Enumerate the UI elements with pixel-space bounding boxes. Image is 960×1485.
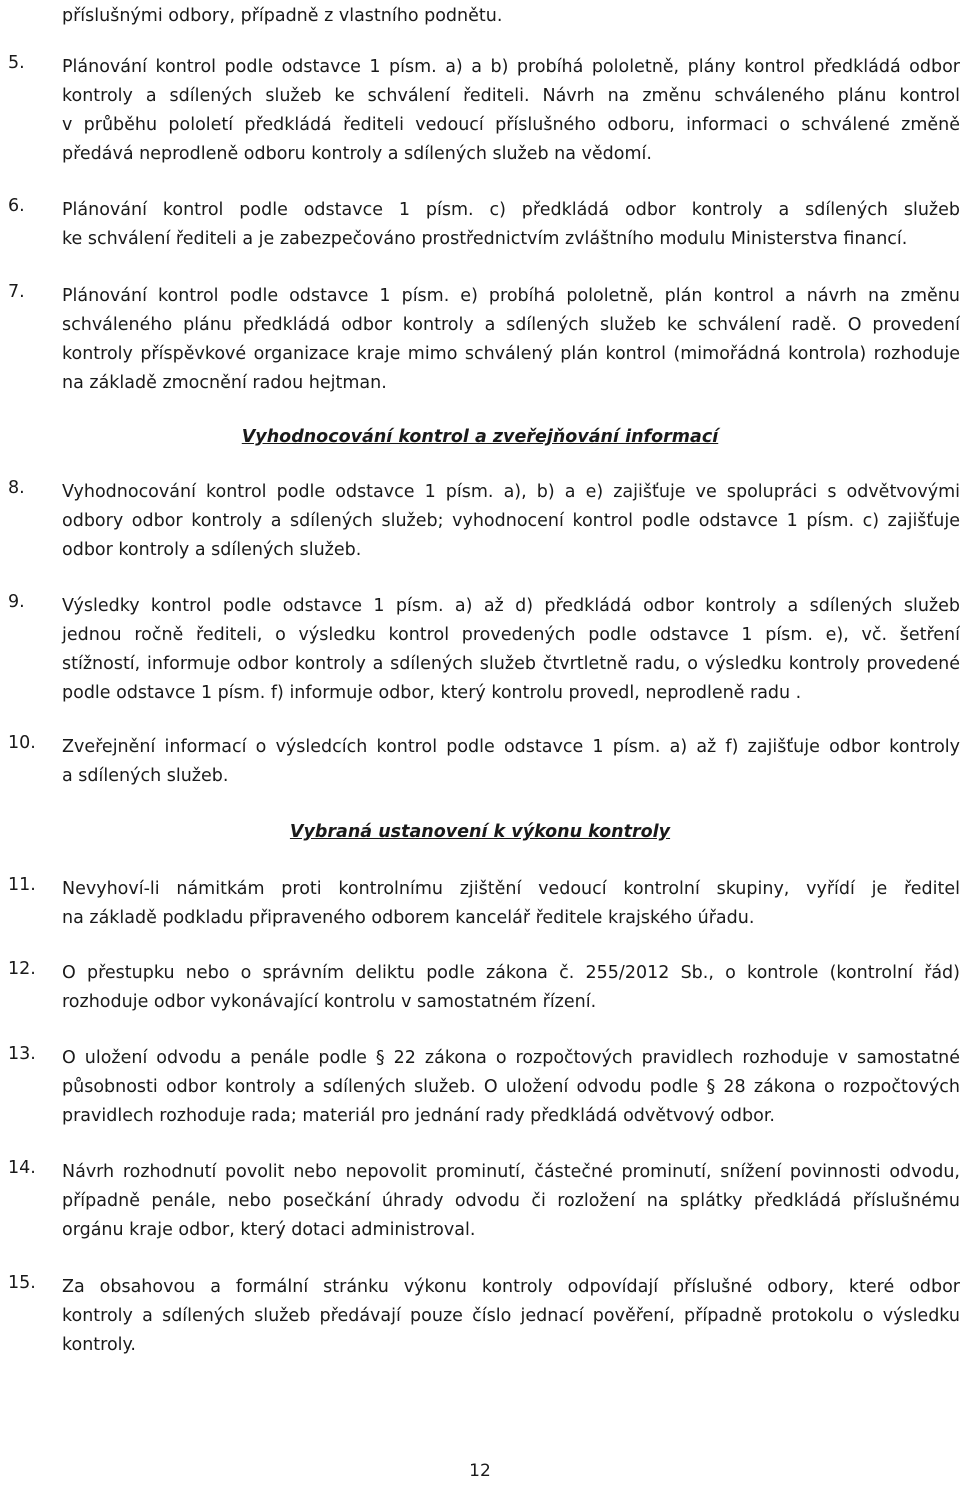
- line: příslušnými odbory, případně z vlastního podnětu.: [62, 6, 503, 26]
- line: Za obsahovou a formální stránku výkonu kontroly odpovídají příslušné odbory, které odbor: [62, 1277, 960, 1297]
- line: v průběhu pololetí předkládá řediteli vedoucí příslušného odboru, informaci o schválené změně: [62, 115, 960, 135]
- section-heading-provisions: Vybraná ustanovení k výkonu kontroly: [289, 822, 671, 842]
- item-number: 13.: [8, 1044, 36, 1064]
- item-number: 15.: [8, 1273, 36, 1293]
- line: O uložení odvodu a penále podle § 22 zákona o rozpočtových pravidlech rozhoduje v samostatné: [62, 1048, 960, 1068]
- item-8: [0, 478, 960, 565]
- line: Vyhodnocování kontrol podle odstavce 1 písm. a), b) a e) zajišťuje ve spolupráci s odvětvovými: [62, 482, 960, 502]
- line: stížností, informuje odbor kontroly a sdílených služeb čtvrtletně radu, o výsledku kontroly provedené: [62, 654, 960, 674]
- line: O přestupku nebo o správním deliktu podle zákona č. 255/2012 Sb., o kontrole (kontrolní řád): [62, 963, 960, 983]
- page-number: 12: [469, 1461, 491, 1481]
- line: orgánu kraje odbor, který dotaci administroval.: [62, 1220, 476, 1240]
- line: Návrh rozhodnutí povolit nebo nepovolit prominutí, částečné prominutí, snížení povinnosti odvodu,: [62, 1162, 960, 1182]
- item-11: [0, 875, 960, 933]
- item-number: 10.: [8, 733, 36, 753]
- line: Plánování kontrol podle odstavce 1 písm. c) předkládá odbor kontroly a sdílených služeb: [62, 200, 960, 220]
- line: působnosti odbor kontroly a sdílených služeb. O uložení odvodu podle § 28 zákona o rozpočtových: [62, 1077, 960, 1097]
- section-heading-evaluation: Vyhodnocování kontrol a zveřejňování informací: [241, 427, 719, 447]
- line: Výsledky kontrol podle odstavce 1 písm. a) až d) předkládá odbor kontroly a sdílených služeb: [62, 596, 960, 616]
- line: podle odstavce 1 písm. f) informuje odbor, který kontrolu provedl, neprodleně radu .: [62, 683, 802, 703]
- line: ke schválení řediteli a je zabezpečováno prostřednictvím zvláštního modulu Ministerstva financí.: [62, 229, 908, 249]
- line: kontroly.: [62, 1335, 136, 1355]
- item-number: 5.: [8, 53, 25, 73]
- line: pravidlech rozhoduje rada; materiál pro jednání rady předkládá odvětvový odbor.: [62, 1106, 775, 1126]
- item-number: 8.: [8, 478, 25, 498]
- line: schváleného plánu předkládá odbor kontroly a sdílených služeb ke schválení radě. O provedení: [62, 315, 960, 335]
- line: jednou ročně řediteli, o výsledku kontrol provedených podle odstavce 1 písm. e), vč. šetření: [62, 625, 960, 645]
- item-13: [0, 1044, 960, 1131]
- line: rozhoduje odbor vykonávající kontrolu v samostatném řízení.: [62, 992, 597, 1012]
- item-6: [0, 196, 960, 254]
- item-9: [0, 592, 960, 708]
- line: Nevyhoví-li námitkám proti kontrolnímu zjištění vedoucí kontrolní skupiny, vyřídí je ředitel: [62, 879, 960, 899]
- line: předává neprodleně odboru kontroly a sdílených služeb na vědomí.: [62, 144, 652, 164]
- line: případně penále, nebo posečkání úhrady odvodu či rozložení na splátky předkládá příslušnému: [62, 1191, 960, 1211]
- line: kontroly příspěvkové organizace kraje mimo schválený plán kontrol (mimořádná kontrola) rozhoduje: [62, 344, 960, 364]
- item-number: 11.: [8, 875, 36, 895]
- item-5: [0, 53, 960, 169]
- line: odbor kontroly a sdílených služeb.: [62, 540, 362, 560]
- item-number: 12.: [8, 959, 36, 979]
- line: Plánování kontrol podle odstavce 1 písm. e) probíhá pololetně, plán kontrol a návrh na změnu: [62, 286, 960, 306]
- line: odbory odbor kontroly a sdílených služeb; vyhodnocení kontrol podle odstavce 1 písm. c) zajišťuje: [62, 511, 960, 531]
- item-number: 14.: [8, 1158, 36, 1178]
- line: kontroly a sdílených služeb ke schválení řediteli. Návrh na změnu schváleného plánu kontrol: [62, 86, 960, 106]
- item-12: [0, 959, 960, 1017]
- line: na základě zmocnění radou hejtman.: [62, 373, 387, 393]
- item-number: 7.: [8, 282, 25, 302]
- line: a sdílených služeb.: [62, 766, 229, 786]
- item-14: [0, 1158, 960, 1245]
- item-15: [0, 1273, 960, 1360]
- item-number: 9.: [8, 592, 25, 612]
- item-7: [0, 282, 960, 398]
- line: kontroly a sdílených služeb předávají pouze číslo jednací pověření, případně protokolu o výsledku: [62, 1306, 960, 1326]
- line: Plánování kontrol podle odstavce 1 písm. a) a b) probíhá pololetně, plány kontrol předkládá odbor: [62, 57, 960, 77]
- line: Zveřejnění informací o výsledcích kontrol podle odstavce 1 písm. a) až f) zajišťuje odbor kontroly: [62, 737, 960, 757]
- item-10: [0, 733, 960, 791]
- line: na základě podkladu připraveného odborem kancelář ředitele krajského úřadu.: [62, 908, 755, 928]
- item-number: 6.: [8, 196, 25, 216]
- paragraph-intro-tail: [62, 2, 960, 31]
